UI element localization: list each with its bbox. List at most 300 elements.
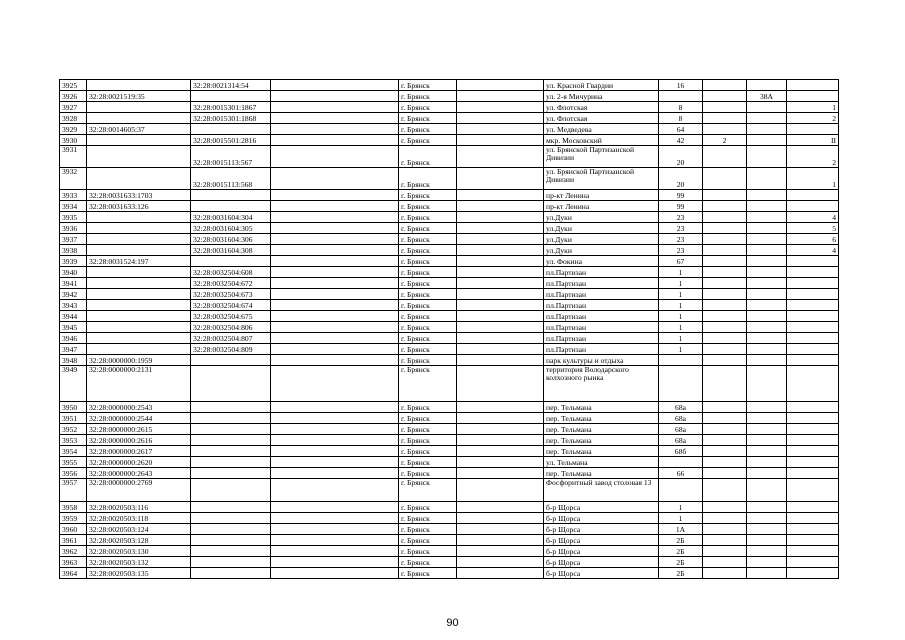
blank-cell [271, 479, 399, 502]
blank-cell [271, 355, 399, 366]
city-cell: г. Брянск [399, 513, 457, 524]
cadastral-number-building: 32:28:0015113:567 [191, 146, 271, 168]
cadastral-number-parcel [87, 300, 191, 311]
building-cell [703, 479, 747, 502]
blank-cell [271, 535, 399, 546]
row-number: 3928 [60, 113, 87, 124]
apartment-cell [787, 424, 839, 435]
table-row [60, 102, 839, 113]
city-cell: г. Брянск [399, 344, 457, 355]
building-cell [703, 413, 747, 424]
cadastral-number-parcel [87, 168, 191, 190]
blank-cell [457, 256, 544, 267]
apartment-cell [787, 333, 839, 344]
cadastral-number-parcel [87, 223, 191, 234]
cadastral-number-building [191, 557, 271, 568]
cadastral-number-building [191, 402, 271, 413]
cadastral-number-building: 32:28:0032504:809 [191, 344, 271, 355]
table-row [60, 80, 839, 91]
letter-cell [747, 355, 787, 366]
apartment-cell: 2 [787, 113, 839, 124]
blank-cell [271, 568, 399, 579]
building-cell [703, 245, 747, 256]
table-row [60, 435, 839, 446]
street-cell: б-р Щорса [544, 535, 659, 546]
building-cell [703, 402, 747, 413]
city-cell: г. Брянск [399, 535, 457, 546]
city-cell: г. Брянск [399, 146, 457, 168]
street-cell: ул. Тельмана [544, 457, 659, 468]
blank-cell [271, 289, 399, 300]
cadastral-number-parcel: 32:28:0000000:2543 [87, 402, 191, 413]
city-cell: г. Брянск [399, 256, 457, 267]
street-cell: пл.Партизан [544, 322, 659, 333]
cadastral-number-building: 32:28:0031604:305 [191, 223, 271, 234]
street-cell: ул. Красной Гвардии [544, 80, 659, 91]
letter-cell [747, 322, 787, 333]
house-number-cell: 64 [659, 124, 703, 135]
apartment-cell [787, 468, 839, 479]
cadastral-number-parcel [87, 80, 191, 91]
blank-cell [457, 212, 544, 223]
apartment-cell [787, 446, 839, 457]
street-cell: пер. Тельмана [544, 413, 659, 424]
blank-cell [457, 344, 544, 355]
cadastral-number-parcel: 32:28:0020503:124 [87, 524, 191, 535]
table-row [60, 223, 839, 234]
apartment-cell: 6 [787, 234, 839, 245]
building-cell [703, 557, 747, 568]
cadastral-number-building: 32:28:0031604:308 [191, 245, 271, 256]
street-cell: пер. Тельмана [544, 468, 659, 479]
blank-cell [457, 80, 544, 91]
row-number: 3955 [60, 457, 87, 468]
table-row [60, 256, 839, 267]
street-cell: ул. Брянской Партизанской Дивизии [544, 168, 659, 190]
cadastral-number-parcel: 32:28:0000000:1959 [87, 355, 191, 366]
cadastral-number-parcel: 32:28:0020503:135 [87, 568, 191, 579]
table-row [60, 524, 839, 535]
blank-cell [271, 546, 399, 557]
letter-cell [747, 124, 787, 135]
blank-cell [271, 502, 399, 513]
house-number-cell: 1 [659, 289, 703, 300]
apartment-cell [787, 80, 839, 91]
letter-cell [747, 245, 787, 256]
city-cell: г. Брянск [399, 234, 457, 245]
letter-cell [747, 524, 787, 535]
cadastral-number-parcel: 32:28:0014605:37 [87, 124, 191, 135]
cadastral-number-building [191, 457, 271, 468]
letter-cell [747, 201, 787, 212]
blank-cell [271, 190, 399, 201]
row-number: 3951 [60, 413, 87, 424]
street-cell: ул.Дуки [544, 212, 659, 223]
letter-cell [747, 223, 787, 234]
table-row [60, 355, 839, 366]
cadastral-number-parcel [87, 322, 191, 333]
blank-cell [457, 513, 544, 524]
blank-cell [457, 245, 544, 256]
cadastral-number-building [191, 256, 271, 267]
blank-cell [457, 278, 544, 289]
table-row [60, 457, 839, 468]
row-number: 3933 [60, 190, 87, 201]
apartment-cell [787, 190, 839, 201]
cadastral-number-building: 32:28:0015301:1867 [191, 102, 271, 113]
apartment-cell [787, 300, 839, 311]
building-cell [703, 502, 747, 513]
blank-cell [457, 190, 544, 201]
cadastral-number-building [191, 435, 271, 446]
cadastral-number-building [191, 568, 271, 579]
cadastral-number-building [191, 201, 271, 212]
apartment-cell [787, 535, 839, 546]
table-row [60, 146, 839, 168]
apartment-cell [787, 355, 839, 366]
blank-cell [457, 446, 544, 457]
table-row [60, 479, 839, 502]
city-cell: г. Брянск [399, 413, 457, 424]
blank-cell [457, 557, 544, 568]
city-cell: г. Брянск [399, 468, 457, 479]
city-cell: г. Брянск [399, 80, 457, 91]
building-cell [703, 468, 747, 479]
cadastral-number-building: 32:28:0031604:306 [191, 234, 271, 245]
letter-cell [747, 212, 787, 223]
house-number-cell: 99 [659, 201, 703, 212]
city-cell: г. Брянск [399, 333, 457, 344]
house-number-cell: 20 [659, 146, 703, 168]
blank-cell [457, 435, 544, 446]
city-cell: г. Брянск [399, 568, 457, 579]
house-number-cell [659, 355, 703, 366]
street-cell: территория Володарского колхозного рынка [544, 366, 659, 402]
cadastral-number-parcel: 32:28:0000000:2544 [87, 413, 191, 424]
row-number: 3927 [60, 102, 87, 113]
table-row [60, 212, 839, 223]
house-number-cell: 42 [659, 135, 703, 146]
cadastral-number-building [191, 124, 271, 135]
street-cell: ул.Дуки [544, 234, 659, 245]
blank-cell [457, 355, 544, 366]
blank-cell [271, 333, 399, 344]
building-cell [703, 355, 747, 366]
city-cell: г. Брянск [399, 190, 457, 201]
building-cell [703, 102, 747, 113]
cadastral-number-building [191, 546, 271, 557]
row-number: 3936 [60, 223, 87, 234]
blank-cell [457, 234, 544, 245]
cadastral-number-building: 32:28:0032504:806 [191, 322, 271, 333]
row-number: 3962 [60, 546, 87, 557]
cadastral-number-parcel [87, 135, 191, 146]
table-row [60, 135, 839, 146]
blank-cell [457, 524, 544, 535]
street-cell: ул.Дуки [544, 245, 659, 256]
table-row [60, 91, 839, 102]
blank-cell [457, 311, 544, 322]
house-number-cell: 23 [659, 245, 703, 256]
building-cell [703, 546, 747, 557]
building-cell [703, 289, 747, 300]
letter-cell [747, 300, 787, 311]
cadastral-number-parcel: 32:28:0020503:118 [87, 513, 191, 524]
blank-cell [457, 424, 544, 435]
blank-cell [457, 300, 544, 311]
table-row [60, 311, 839, 322]
cadastral-number-parcel: 32:28:0000000:2615 [87, 424, 191, 435]
cadastral-number-building [191, 190, 271, 201]
row-number: 3941 [60, 278, 87, 289]
apartment-cell [787, 457, 839, 468]
apartment-cell [787, 124, 839, 135]
apartment-cell [787, 479, 839, 502]
row-number: 3938 [60, 245, 87, 256]
street-cell: ул. Брянской Партизанской Дивизии [544, 146, 659, 168]
letter-cell [747, 502, 787, 513]
row-number: 3934 [60, 201, 87, 212]
house-number-cell: 1 [659, 267, 703, 278]
letter-cell [747, 557, 787, 568]
letter-cell [747, 446, 787, 457]
table-row [60, 190, 839, 201]
table-row [60, 468, 839, 479]
cadastral-number-parcel: 32:28:0031633:126 [87, 201, 191, 212]
city-cell: г. Брянск [399, 223, 457, 234]
row-number: 3950 [60, 402, 87, 413]
table-row [60, 502, 839, 513]
street-cell: б-р Щорса [544, 513, 659, 524]
city-cell: г. Брянск [399, 479, 457, 502]
building-cell [703, 568, 747, 579]
building-cell [703, 435, 747, 446]
house-number-cell [659, 479, 703, 502]
house-number-cell: 23 [659, 234, 703, 245]
row-number: 3925 [60, 80, 87, 91]
city-cell: г. Брянск [399, 113, 457, 124]
cadastral-number-building [191, 479, 271, 502]
apartment-cell [787, 91, 839, 102]
street-cell: пр-кт Ленина [544, 190, 659, 201]
row-number: 3956 [60, 468, 87, 479]
city-cell: г. Брянск [399, 245, 457, 256]
letter-cell [747, 457, 787, 468]
cadastral-number-building: 32:28:0015113:568 [191, 168, 271, 190]
street-cell: пр-кт Ленина [544, 201, 659, 212]
table-row [60, 366, 839, 402]
apartment-cell [787, 413, 839, 424]
row-number: 3932 [60, 168, 87, 190]
blank-cell [271, 168, 399, 190]
apartment-cell [787, 546, 839, 557]
house-number-cell: 1 [659, 333, 703, 344]
street-cell: Фосфоритный завод столовая 13 [544, 479, 659, 502]
apartment-cell: 1 [787, 168, 839, 190]
apartment-cell [787, 322, 839, 333]
blank-cell [457, 201, 544, 212]
letter-cell [747, 289, 787, 300]
letter-cell [747, 435, 787, 446]
table-row [60, 267, 839, 278]
table-row [60, 278, 839, 289]
street-cell: пер. Тельмана [544, 435, 659, 446]
house-number-cell [659, 457, 703, 468]
building-cell [703, 201, 747, 212]
cadastral-number-parcel: 32:28:0000000:2769 [87, 479, 191, 502]
blank-cell [457, 535, 544, 546]
city-cell: г. Брянск [399, 502, 457, 513]
table-row [60, 289, 839, 300]
cadastral-number-parcel [87, 212, 191, 223]
table-row [60, 535, 839, 546]
city-cell: г. Брянск [399, 366, 457, 402]
cadastral-number-parcel: 32:28:0000000:2131 [87, 366, 191, 402]
row-number: 3945 [60, 322, 87, 333]
blank-cell [457, 546, 544, 557]
building-cell [703, 513, 747, 524]
city-cell: г. Брянск [399, 311, 457, 322]
house-number-cell: 1 [659, 513, 703, 524]
letter-cell [747, 513, 787, 524]
cadastral-number-building [191, 535, 271, 546]
cadastral-number-parcel: 32:28:0020503:128 [87, 535, 191, 546]
house-number-cell [659, 366, 703, 402]
blank-cell [271, 457, 399, 468]
apartment-cell [787, 524, 839, 535]
street-cell: ул.Дуки [544, 223, 659, 234]
blank-cell [271, 245, 399, 256]
building-cell [703, 333, 747, 344]
cadastral-number-parcel [87, 113, 191, 124]
letter-cell [747, 479, 787, 502]
house-number-cell: 1 [659, 502, 703, 513]
street-cell: пер. Тельмана [544, 446, 659, 457]
building-cell [703, 212, 747, 223]
building-cell [703, 457, 747, 468]
street-cell: пер. Тельмана [544, 402, 659, 413]
blank-cell [457, 457, 544, 468]
cadastral-number-building [191, 413, 271, 424]
house-number-cell: 1 [659, 311, 703, 322]
apartment-cell [787, 557, 839, 568]
apartment-cell [787, 344, 839, 355]
row-number: 3960 [60, 524, 87, 535]
house-number-cell: 2Б [659, 535, 703, 546]
building-cell [703, 113, 747, 124]
letter-cell [747, 190, 787, 201]
house-number-cell: 1А [659, 524, 703, 535]
letter-cell [747, 80, 787, 91]
cadastral-number-building [191, 366, 271, 402]
table-row [60, 402, 839, 413]
house-number-cell: 23 [659, 223, 703, 234]
cadastral-number-parcel: 32:28:0000000:2643 [87, 468, 191, 479]
cadastral-number-building: 32:28:0032504:608 [191, 267, 271, 278]
city-cell: г. Брянск [399, 546, 457, 557]
street-cell: б-р Щорса [544, 568, 659, 579]
cadastral-number-building: 32:28:0032504:807 [191, 333, 271, 344]
building-cell [703, 446, 747, 457]
city-cell: г. Брянск [399, 424, 457, 435]
cadastral-number-parcel [87, 102, 191, 113]
street-cell: пл.Партизан [544, 267, 659, 278]
house-number-cell: 1 [659, 344, 703, 355]
cadastral-number-building: 32:28:0015301:1868 [191, 113, 271, 124]
blank-cell [271, 278, 399, 289]
street-cell: ул. Флотская [544, 113, 659, 124]
row-number: 3953 [60, 435, 87, 446]
blank-cell [271, 135, 399, 146]
house-number-cell: 16 [659, 80, 703, 91]
table-row [60, 446, 839, 457]
blank-cell [457, 91, 544, 102]
cadastral-number-parcel [87, 245, 191, 256]
city-cell: г. Брянск [399, 355, 457, 366]
table-row [60, 245, 839, 256]
house-number-cell: 23 [659, 212, 703, 223]
city-cell: г. Брянск [399, 289, 457, 300]
cadastral-number-parcel [87, 289, 191, 300]
cadastral-number-building [191, 502, 271, 513]
blank-cell [457, 267, 544, 278]
cadastral-number-parcel: 32:28:0000000:2620 [87, 457, 191, 468]
apartment-cell [787, 311, 839, 322]
house-number-cell: 2Б [659, 557, 703, 568]
table-row [60, 300, 839, 311]
letter-cell [747, 424, 787, 435]
apartment-cell: 4 [787, 245, 839, 256]
letter-cell [747, 113, 787, 124]
cadastral-number-building [191, 424, 271, 435]
cadastral-number-parcel: 32:28:0031524:197 [87, 256, 191, 267]
city-cell: г. Брянск [399, 135, 457, 146]
blank-cell [457, 468, 544, 479]
row-number: 3963 [60, 557, 87, 568]
row-number: 3939 [60, 256, 87, 267]
row-number: 3935 [60, 212, 87, 223]
street-cell: ул. 2-я Мичурина [544, 91, 659, 102]
cadastral-number-building: 32:28:0015501:2816 [191, 135, 271, 146]
city-cell: г. Брянск [399, 557, 457, 568]
cadastral-number-building: 32:28:0032504:674 [191, 300, 271, 311]
row-number: 3958 [60, 502, 87, 513]
letter-cell [747, 413, 787, 424]
letter-cell [747, 333, 787, 344]
blank-cell [457, 413, 544, 424]
house-number-cell: 99 [659, 190, 703, 201]
apartment-cell: 4 [787, 212, 839, 223]
house-number-cell: 68а [659, 435, 703, 446]
table-row [60, 344, 839, 355]
blank-cell [271, 146, 399, 168]
house-number-cell: 1 [659, 322, 703, 333]
city-cell: г. Брянск [399, 278, 457, 289]
building-cell [703, 267, 747, 278]
street-cell: ул. Фокина [544, 256, 659, 267]
table-row [60, 201, 839, 212]
building-cell [703, 322, 747, 333]
row-number: 3931 [60, 146, 87, 168]
cadastral-number-building: 32:28:0032504:675 [191, 311, 271, 322]
cadastral-number-building: 32:28:0032504:673 [191, 289, 271, 300]
cadastral-number-building [191, 524, 271, 535]
house-number-cell: 68а [659, 402, 703, 413]
apartment-cell: II [787, 135, 839, 146]
cadastral-number-parcel [87, 234, 191, 245]
table-row [60, 424, 839, 435]
cadastral-number-parcel: 32:28:0021519:35 [87, 91, 191, 102]
